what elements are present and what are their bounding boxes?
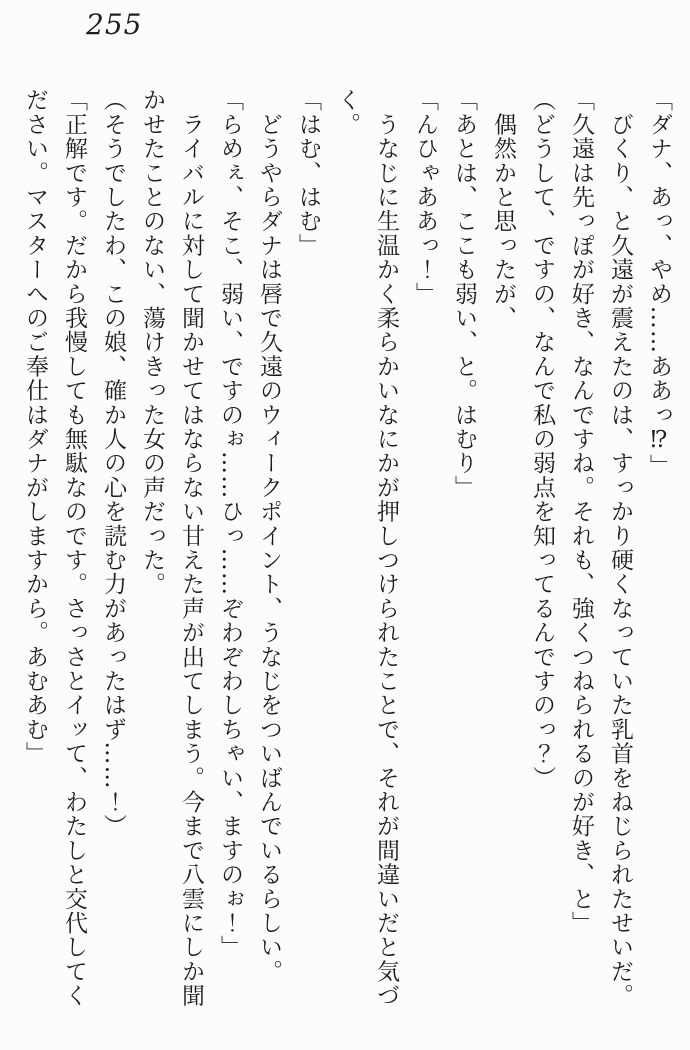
text-column-17: ださい。マスターへのご奉仕はダナがしますから。あむあむ」	[22, 88, 48, 766]
text-column-03: 「久遠は先っぽが好き、なんですね。それも、強くつねられるのが好き、と」	[568, 88, 594, 935]
text-column-13: ライバルに対して聞かせてはならない甘えた声が出てしまう。今まで八雲にしか聞	[178, 88, 204, 1008]
text-column-11: どうやらダナは唇で久遠のウィークポイント、うなじをついばんでいるらしい。	[256, 88, 282, 984]
text-column-04: （どうして、ですの、なんで私の弱点を知ってるんですのっ？）	[529, 88, 555, 790]
text-column-10: 「はむ、はむ」	[295, 88, 321, 258]
text-column-05: 偶然かと思ったが、	[490, 88, 516, 330]
text-column-08: うなじに生温かく柔らかいなにかが押しつけられたことで、それが間違いだと気づ	[373, 88, 399, 1008]
text-column-15: （そうでしたわ、この娘、確か人の心を読む力があったはず……！）	[100, 88, 126, 839]
text-column-12: 「らめぇ、そこ、弱い、ですのぉ……ひっ……ぞわぞわしちゃい、ますのぉ！」	[217, 88, 243, 960]
text-column-06: 「あとは、ここも弱い、と。はむり」	[451, 88, 477, 500]
text-column-09: く。	[334, 88, 360, 137]
text-column-01: 「ダナ、あっ、やめ……ああっ⁉」	[646, 88, 672, 479]
page-text-block	[12, 88, 678, 1016]
text-column-07: 「んひゃああっ！」	[412, 88, 438, 306]
text-column-14: かせたことのない、蕩けきった女の声だった。	[139, 88, 165, 597]
page-number: 255	[86, 8, 143, 41]
text-column-02: びくり、と久遠が震えたのは、すっかり硬くなっていた乳首をねじられたせいだ。	[607, 88, 633, 1008]
text-column-16: 「正解です。だから我慢しても無駄なのです。さっさとイッて、わたしと交代してく	[61, 88, 87, 1008]
